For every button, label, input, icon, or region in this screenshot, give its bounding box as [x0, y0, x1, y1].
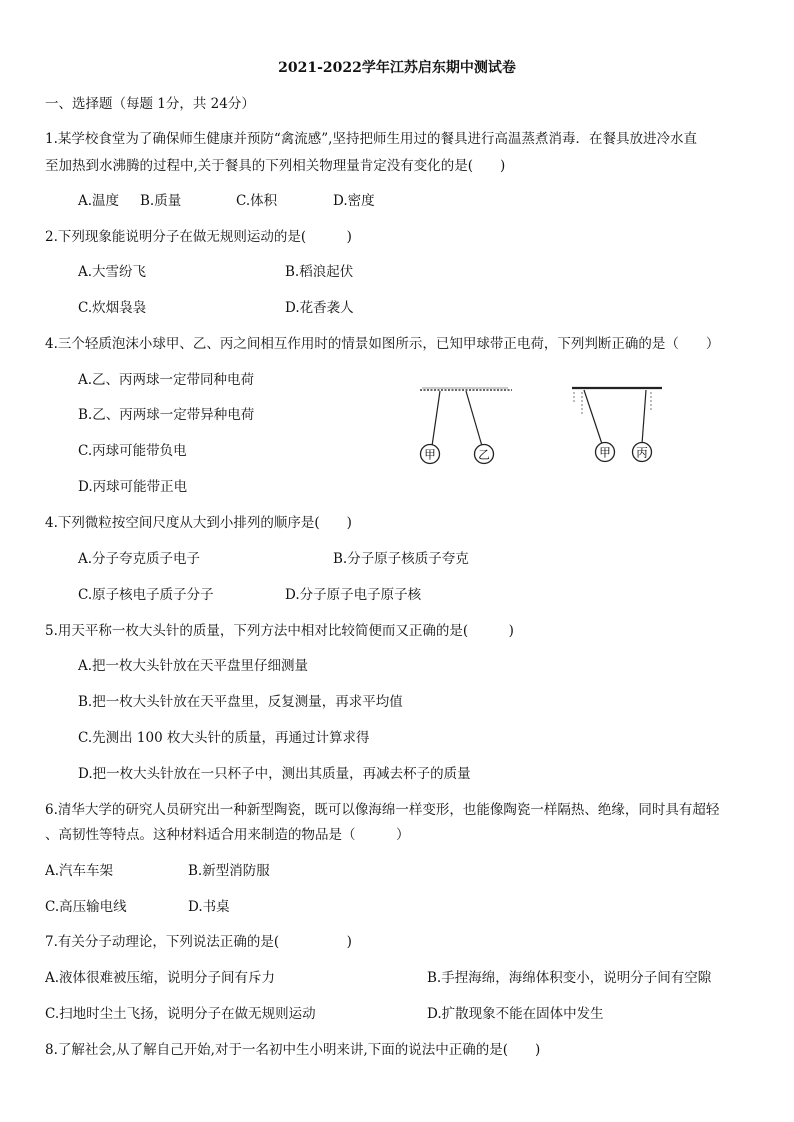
q1-option-b: B.质量: [140, 193, 182, 209]
q1-option-a: A.温度: [78, 193, 120, 209]
q7-option-c: C.扫地时尘土飞扬，说明分子在做无规则运动: [45, 1006, 316, 1022]
q5-option-a: A.把一枚大头针放在天平盘里仔细测量: [78, 658, 309, 674]
q6-option-c: C.高压输电线: [45, 899, 127, 915]
q1-stem-line2: 至加热到水沸腾的过程中,关于餐具的下列相关物理量肯定没有变化的是( ): [45, 158, 506, 174]
page-title: 2021-2022学年江苏启东期中测试卷: [278, 60, 516, 76]
q2-stem: 2.下列现象能说明分子在做无规则运动的是( ): [45, 229, 352, 245]
ball-label-left-b: 乙: [478, 447, 490, 462]
ball-label-right-b: 丙: [636, 445, 648, 460]
q2-option-a: A.大雪纷飞: [78, 264, 147, 280]
q1-option-c: C.体积: [236, 193, 278, 209]
q6-option-d: D.书桌: [188, 899, 230, 915]
q6-option-b: B.新型消防服: [188, 863, 270, 879]
q5-stem: 5.用天平称一枚大头针的质量，下列方法中相对比较简便而又正确的是( ): [45, 623, 514, 639]
q7-stem: 7.有关分子动理论，下列说法正确的是( ): [45, 934, 352, 950]
q4-stem: 4.下列微粒按空间尺度从大到小排列的顺序是( ): [45, 515, 352, 531]
q3-option-b: B.乙、丙两球一定带异种电荷: [78, 407, 255, 423]
q2-option-c: C.炊烟袅袅: [78, 300, 147, 316]
q3-stem: 4.三个轻质泡沫小球甲、乙、丙之间相互作用时的情景如图所示，已知甲球带正电荷，下列判断正确的是（ ）: [45, 336, 720, 352]
thread-left-b: [466, 391, 482, 446]
q5-option-c: C.先测出 100 枚大头针的质量，再通过计算求得: [78, 730, 370, 746]
q7-option-a: A.液体很难被压缩，说明分子间有斥力: [45, 970, 276, 986]
q4-option-c: C.原子核电子质子分子: [78, 587, 214, 603]
q3-option-c: C.丙球可能带负电: [78, 443, 187, 459]
ball-label-right-a: 甲: [599, 445, 611, 460]
q6-stem-line2: 、高韧性等特点。这种材料适合用来制造的物品是（ ）: [45, 827, 410, 843]
q7-option-d: D.扩散现象不能在固体中发生: [427, 1006, 604, 1022]
thread-left-a: [432, 391, 440, 446]
q1-stem-line1: 1.某学校食堂为了确保师生健康并预防“禽流感”,坚持把师生用过的餐具进行高温蒸煮消毒．在餐具放进冷水直: [45, 131, 697, 147]
q7-option-b: B.手捏海绵，海绵体积变小，说明分子间有空隙: [427, 970, 712, 986]
ball-label-left-a: 甲: [424, 447, 436, 462]
q3-option-a: A.乙、丙两球一定带同种电荷: [78, 372, 255, 388]
charge-figure-right: [570, 384, 670, 469]
q4-option-a: A.分子夸克质子电子: [78, 551, 201, 567]
q4-option-b: B.分子原子核质子夸克: [333, 551, 469, 567]
q2-option-b: B.稻浪起伏: [285, 264, 354, 280]
q4-option-d: D.分子原子电子原子核: [285, 587, 422, 603]
q8-stem: 8.了解社会,从了解自己开始,对于一名初中生小明来讲,下面的说法中正确的是( ): [45, 1042, 541, 1058]
q2-option-d: D.花香袭人: [285, 300, 354, 316]
q3-option-d: D.丙球可能带正电: [78, 479, 188, 495]
q5-option-b: B.把一枚大头针放在天平盘里，反复测量，再求平均值: [78, 694, 403, 710]
thread-right-a: [584, 390, 602, 444]
section-heading: 一、选择题（每题 1分，共 24分）: [45, 96, 255, 112]
q6-option-a: A.汽车车架: [45, 863, 114, 879]
thread-right-b: [642, 390, 646, 444]
q1-option-d: D.密度: [333, 193, 375, 209]
q5-option-d: D.把一枚大头针放在一只杯子中，测出其质量，再减去杯子的质量: [78, 766, 471, 782]
q6-stem-line1: 6.清华大学的研究人员研究出一种新型陶瓷，既可以像海绵一样变形，也能像陶瓷一样隔热、绝缘，同时具有超轻: [45, 802, 720, 818]
charge-figure-left: [420, 384, 530, 469]
